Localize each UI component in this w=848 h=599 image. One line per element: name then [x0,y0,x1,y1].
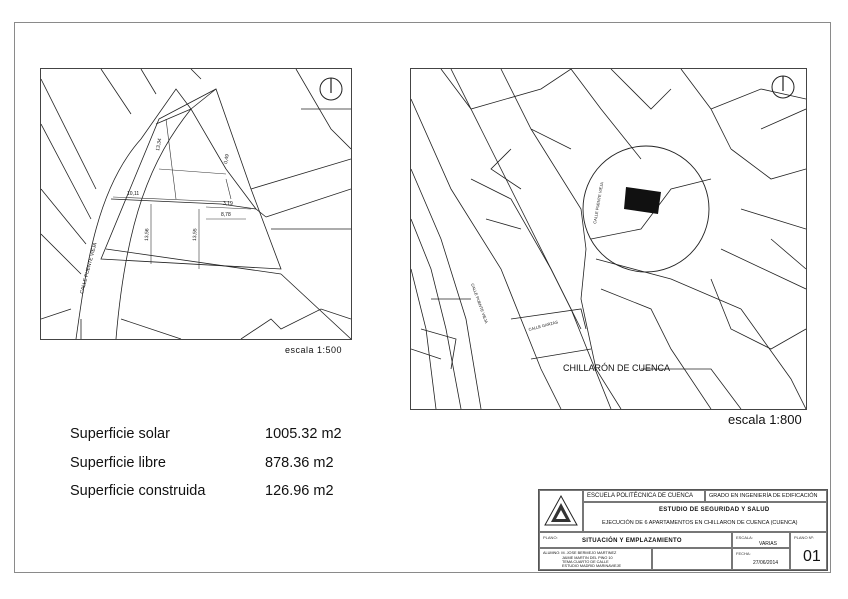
surface-value: 1005.32 m2 [265,426,342,442]
surface-label: Superficie libre [70,455,166,471]
blank-cell [652,548,732,570]
town-label: CHILLARÓN DE CUENCA [563,363,671,373]
alumno-line: TEMA CUARTO DE CALLE [562,560,609,564]
plano-cell [539,532,732,548]
scale-label-left: escala 1:500 [285,345,343,355]
surface-label: Superficie solar [70,426,170,442]
escala-value: VARIAS [759,541,777,547]
surface-value: 126.96 m2 [265,483,334,499]
plano-title: SITUACIÓN Y EMPLAZAMIENTO [582,538,682,544]
surface-value: 878.36 m2 [265,455,334,471]
school-cell [583,490,705,502]
street-label: CALLE PUENTE VIEJA [592,181,605,225]
dimension-label: 10,11 [127,191,140,197]
degree-cell [705,490,827,502]
surface-label: Superficie construida [70,483,206,499]
dimension-label: 3,19 [223,201,233,207]
north-arrow-icon [320,78,342,100]
school-logo [539,490,583,532]
study-title: ESTUDIO DE SEGURIDAD Y SALUD [659,507,770,513]
street-label: CALLE PUENTE VIEJA [470,282,490,325]
street-label: CALLE GARZAS [527,319,559,332]
dimension-label: 13,55 [192,228,199,242]
location-map [410,68,807,410]
fecha-value: 27/06/2014 [753,560,779,566]
alumno-line: ALUMNO: M. JOSE BERMEJO MARTINEZ [543,551,617,555]
fecha-label: FECHA: [736,551,751,556]
escala-label: ESCALA: [736,535,753,540]
project-cell [583,502,827,532]
dimension-label: 0,49 [223,153,231,165]
dimension-label: 13,34 [155,137,164,152]
title-block [538,489,828,571]
alumno-line: JAIME MARTIN DEL PINO 10 [562,556,613,560]
plano-number-label: PLANO Nº: [794,535,815,540]
escala-cell [732,532,790,548]
building-footprint [624,187,661,214]
plano-label: PLANO: [543,535,558,540]
scale-label-right: escala 1:800 [728,412,802,427]
location-drawing [411,69,806,409]
dimension-label: 13,56 [144,228,151,242]
project-description: EJECUCIÓN DE 6 APARTAMENTOS EN CHILLARON DE CUENCA (CUENCA) [602,520,798,526]
alumno-cell [539,548,652,570]
plano-number-cell [790,532,827,570]
dimension-label: 8,78 [221,212,231,218]
street-label: CALLE PUENTE VIEJA [79,241,99,295]
alumno-line: ESTUDIO MADRID MARINAVIEJE [562,564,621,568]
degree-name: GRADO EN INGENIERÍA DE EDIFICACIÓN [709,493,818,499]
site-plan-map [40,68,352,340]
fecha-cell [732,548,790,570]
school-name: ESCUELA POLITÉCNICA DE CUENCA [587,493,694,499]
plano-number: 01 [803,548,821,565]
north-arrow-icon [772,76,794,98]
site-plan-drawing [41,69,351,339]
